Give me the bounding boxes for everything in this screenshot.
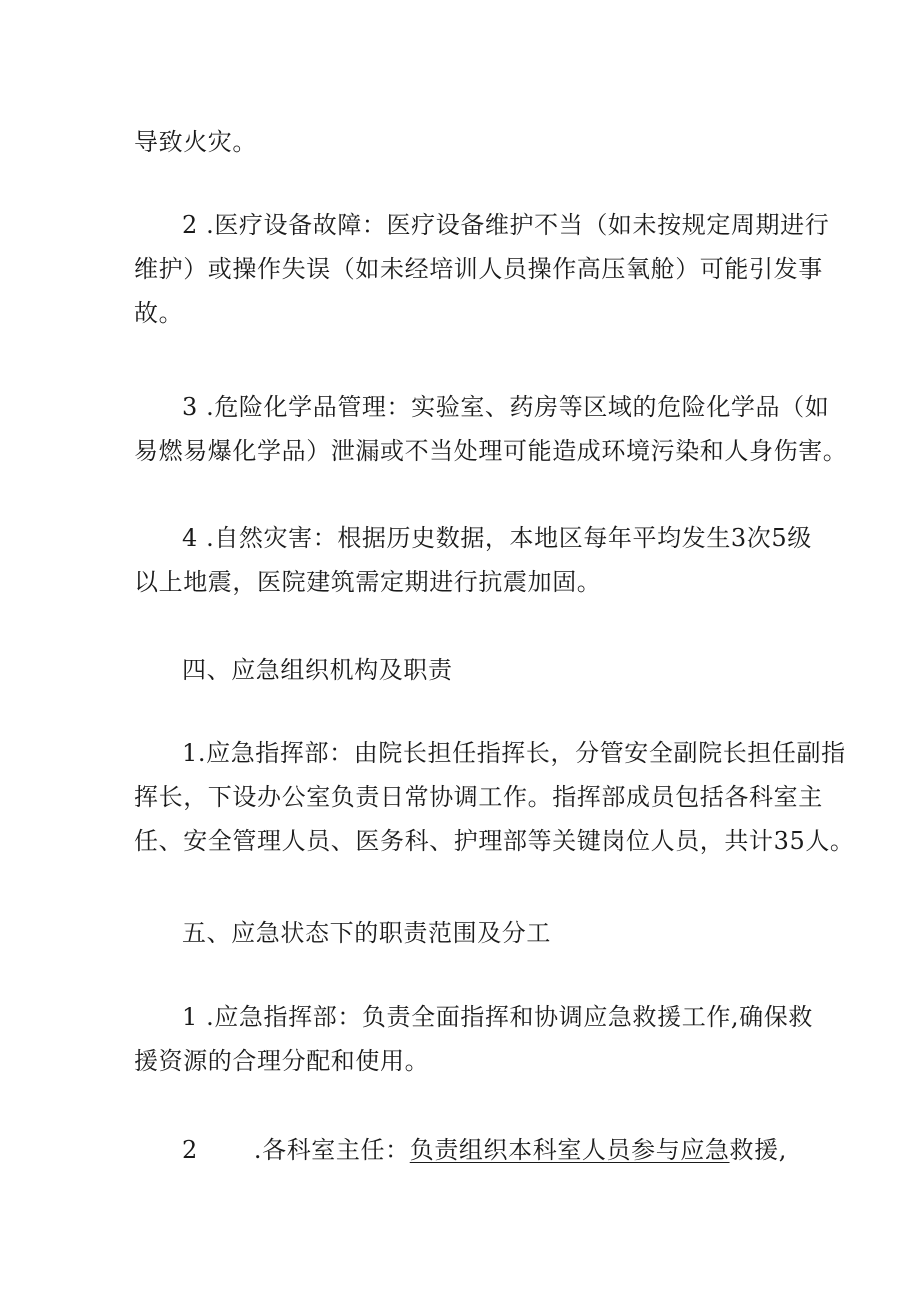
text-line: 2 .医疗设备故障：医疗设备维护不当（如未按规定周期进行 bbox=[182, 211, 830, 239]
item-number: 2 bbox=[182, 1136, 198, 1164]
text-line: 3 .危险化学品管理：实验室、药房等区域的危险化学品（如 bbox=[182, 393, 830, 421]
text-line: 任、安全管理人员、医务科、护理部等关键岗位人员，共计35人。 bbox=[134, 827, 855, 855]
paragraph-hazardous-chemicals bbox=[134, 385, 848, 473]
paragraph-emergency-command bbox=[134, 731, 855, 863]
text-line: 故。 bbox=[134, 299, 184, 327]
text-line: 4 .自然灾害：根据历史数据，本地区每年平均发生3次5级 bbox=[182, 524, 812, 552]
text-line: 以上地震，医院建筑需定期进行抗震加固。 bbox=[134, 568, 602, 596]
text-line: 挥长，下设办公室负责日常协调工作。指挥部成员包括各科室主 bbox=[134, 783, 823, 811]
section-heading-emergency-duties: 五、应急状态下的职责范围及分工 bbox=[182, 919, 551, 947]
text-line: 援资源的合理分配和使用。 bbox=[134, 1047, 430, 1075]
text-line: 1 .应急指挥部：负责全面指挥和协调应急救援工作,确保救 bbox=[182, 1003, 813, 1031]
underlined-text: 负责组织本科室人员参与应急 bbox=[409, 1136, 730, 1164]
paragraph-fire-cause-end bbox=[134, 120, 806, 164]
text-line: 导致火灾。 bbox=[134, 128, 257, 156]
paragraph-command-duties bbox=[134, 995, 813, 1083]
text-line: 易燃易爆化学品）泄漏或不当处理可能造成环境污染和人身伤害。 bbox=[134, 437, 848, 465]
item-tail: 救援, bbox=[729, 1136, 787, 1164]
text-line: 1.应急指挥部：由院长担任指挥长，分管安全副院长担任副指 bbox=[182, 739, 846, 767]
section-heading-emergency-organization: 四、应急组织机构及职责 bbox=[182, 656, 453, 684]
text-line: 维护）或操作失误（如未经培训人员操作高压氧舱）可能引发事 bbox=[134, 255, 823, 283]
paragraph-department-heads bbox=[182, 1128, 787, 1172]
item-label: .各科室主任： bbox=[253, 1136, 410, 1164]
paragraph-natural-disasters bbox=[134, 516, 812, 604]
paragraph-medical-equipment-failure bbox=[134, 203, 830, 335]
